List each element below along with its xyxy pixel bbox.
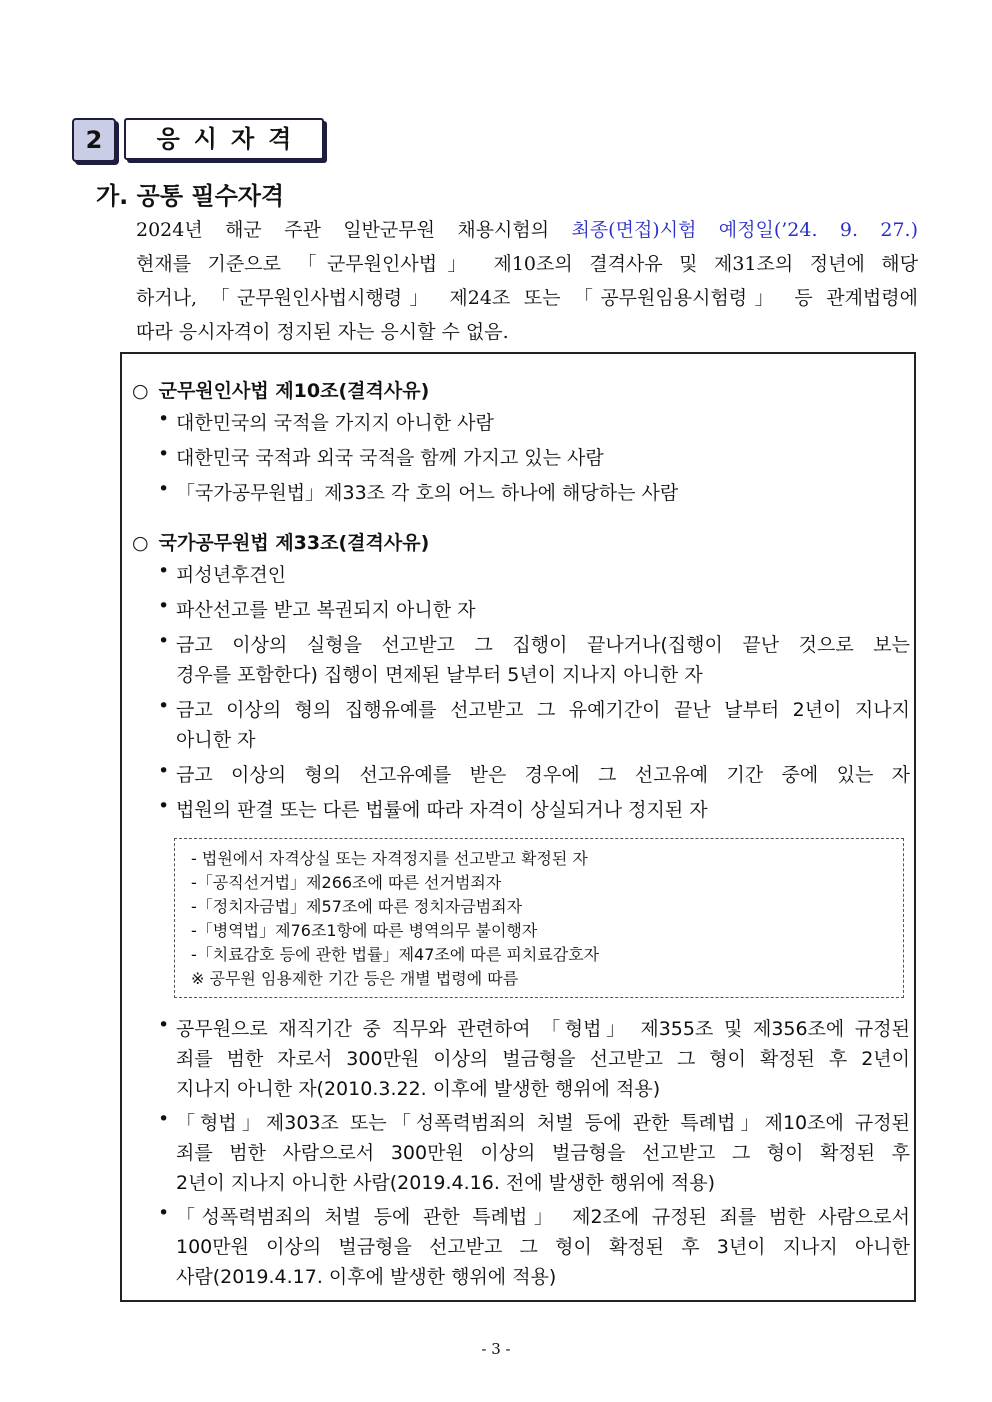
list-item-text: 100만원 이상의 벌금형을 선고받고 그 형이 확정된 후 3년이 지나지 아니한 [176,1236,910,1258]
section-title [124,118,324,160]
group-title [132,528,429,555]
list-item [158,443,910,473]
intro-text: 2024년 해군 주관 일반군무원 채용시험의 [136,219,572,241]
list-item-text: 대한민국 국적과 외국 국적을 함께 가지고 있는 사람 [176,447,604,469]
sub-box-line: -「정치자금법」제57조에 따른 정치자금범죄자 [191,897,523,916]
list-item [158,478,910,508]
list-item-text: 파산선고를 받고 복권되지 아니한 자 [176,599,476,621]
section-title-text: 응시자격 [156,125,306,153]
list-item-text: 대한민국의 국적을 가지지 아니한 사람 [176,412,494,434]
bullet-icon: • [158,560,170,582]
intro-line: 현재를 기준으로 「군무원인사법」 제10조의 결격사유 및 제31조의 정년에 해당 [136,253,918,275]
section-number-badge: 2 [72,118,116,162]
sub-box-line: -「치료감호 등에 관한 법률」제47조에 따른 피치료감호자 [191,945,600,964]
bullet-icon: • [158,1108,170,1130]
bullet-icon: • [158,1014,170,1036]
list-item [158,1202,910,1292]
disqualification-box [120,352,916,1302]
subsection-title: 가. 공통 필수자격 [96,182,285,210]
list-item [158,408,910,438]
list-item-text: 죄를 범한 자로서 300만원 이상의 벌금형을 선고받고 그 형이 확정된 후 2년이 [176,1048,910,1070]
list-item [158,630,910,690]
list-item-text: 죄를 범한 사람으로서 300만원 이상의 벌금형을 선고받고 그 형이 확정된 후 [176,1142,910,1164]
bullet-icon: • [158,443,170,465]
group-title [132,376,429,403]
circle-bullet-icon: ○ [132,380,149,402]
list-item-text: 「성폭력범죄의 처벌 등에 관한 특례법」 제2조에 규정된 죄를 범한 사람으로서 [176,1206,910,1228]
sub-box [174,838,904,998]
list-item-text: 금고 이상의 실형을 선고받고 그 집행이 끝나거나(집행이 끝난 것으로 보는 [176,634,910,656]
list-item [158,695,910,755]
list-item [158,1108,910,1198]
bullet-icon: • [158,408,170,430]
list-item-text: 지나지 아니한 자(2010.3.22. 이후에 발생한 행위에 적용) [176,1078,661,1100]
list-item [158,795,910,825]
group-title-text: 국가공무원법 제33조(결격사유) [158,532,430,554]
list-item-text: 2년이 지나지 아니한 사람(2019.4.16. 전에 발생한 행위에 적용) [176,1172,716,1194]
bullet-icon: • [158,695,170,717]
list-item-text: 「국가공무원법」제33조 각 호의 어느 하나에 해당하는 사람 [176,482,679,504]
list-item-text: 피성년후견인 [176,564,287,586]
list-item [158,760,910,790]
intro-line [136,213,918,247]
circle-bullet-icon: ○ [132,532,149,554]
sub-box-line: -「공직선거법」제266조에 따른 선거범죄자 [191,873,502,892]
list-item [158,560,910,590]
bullet-icon: • [158,630,170,652]
list-item-text: 법원의 판결 또는 다른 법률에 따라 자격이 상실되거나 정지된 자 [176,799,708,821]
list-item-text: 금고 이상의 형의 집행유예를 선고받고 그 유예기간이 끝난 날부터 2년이 지나지 [176,699,910,721]
list-item-text: 아니한 자 [176,729,256,751]
intro-line: 따라 응시자격이 정지된 자는 응시할 수 없음. [136,321,509,343]
list-item [158,1014,910,1104]
sub-box-line: -「병역법」제76조1항에 따른 병역의무 불이행자 [191,921,538,940]
bullet-icon: • [158,478,170,500]
intro-line: 하거나, 「군무원인사법시행령」 제24조 또는 「공무원임용시험령」 등 관계법령에 [136,287,918,309]
bullet-icon: • [158,795,170,817]
page-number: - 3 - [481,1340,511,1358]
list-item-text: 금고 이상의 형의 선고유예를 받은 경우에 그 선고유예 기간 중에 있는 자 [176,764,910,786]
list-item-text: 경우를 포함한다) 집행이 면제된 날부터 5년이 지나지 아니한 자 [176,664,703,686]
intro-paragraph [136,213,918,349]
list-item [158,595,910,625]
bullet-icon: • [158,595,170,617]
sub-box-line: ※ 공무원 임용제한 기간 등은 개별 법령에 따름 [191,969,519,988]
exam-date-highlight: 최종(면접)시험 예정일(’24. 9. 27.) [571,219,918,241]
sub-box-line: - 법원에서 자격상실 또는 자격정지를 선고받고 확정된 자 [191,849,588,868]
bullet-icon: • [158,760,170,782]
bullet-icon: • [158,1202,170,1224]
list-item-text: 사람(2019.4.17. 이후에 발생한 행위에 적용) [176,1266,557,1288]
group-title-text: 군무원인사법 제10조(결격사유) [158,380,430,402]
list-item-text: 공무원으로 재직기간 중 직무와 관련하여 「형법」 제355조 및 제356조에 규정된 [176,1018,910,1040]
list-item-text: 「형법」제303조 또는「성폭력범죄의 처벌 등에 관한 특례법」제10조에 규정된 [176,1112,910,1134]
